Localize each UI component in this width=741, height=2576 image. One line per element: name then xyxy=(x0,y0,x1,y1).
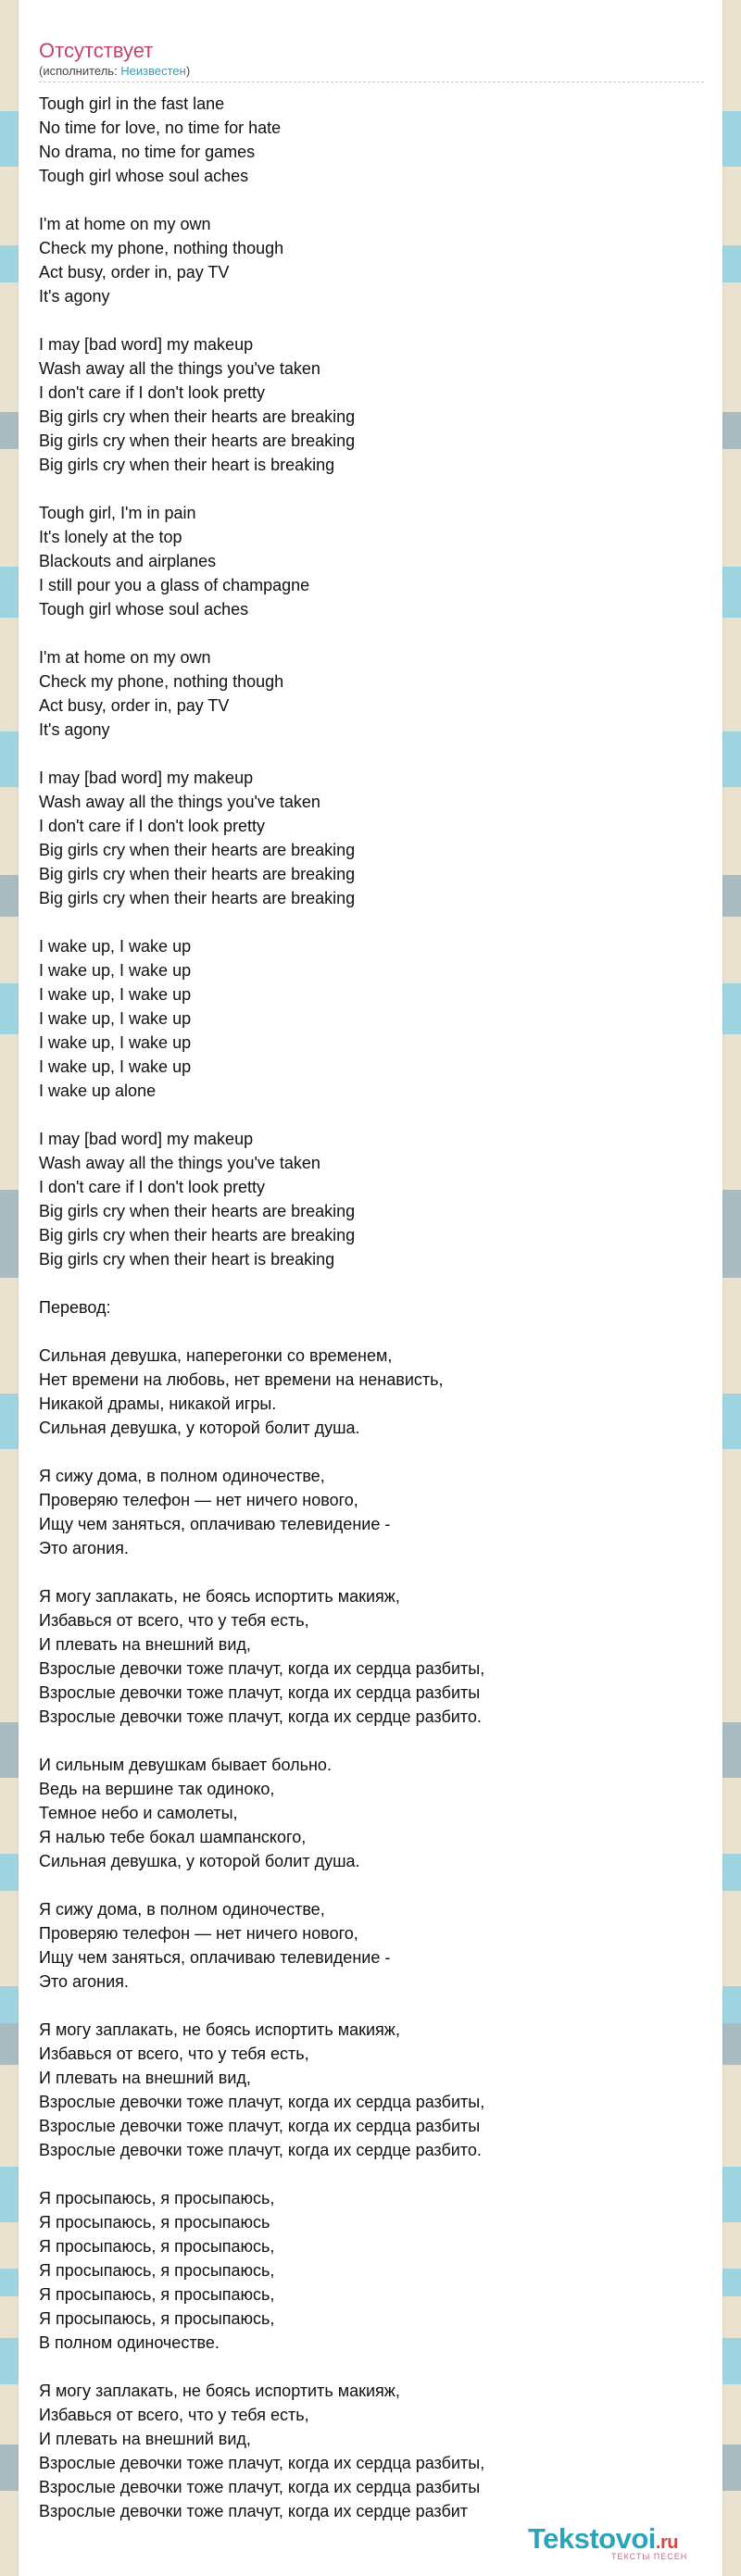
lyric-line: Проверяю телефон — нет ничего нового, xyxy=(39,1924,358,1943)
lyric-line: Blackouts and airplanes xyxy=(39,552,217,570)
lyric-line: No time for love, no time for hate xyxy=(39,119,282,137)
lyric-line: Взрослые девочки тоже плачут, когда их сердца разбиты, xyxy=(39,1659,485,1678)
lyric-line: Сильная девушка, наперегонки со временем, xyxy=(39,1346,393,1365)
stanza-gap xyxy=(39,1729,706,1753)
lyric-line: It's agony xyxy=(39,720,110,739)
song-content xyxy=(39,39,706,2523)
lyric-line: Tough girl in the fast lane xyxy=(39,94,225,113)
lyric-line: Tough girl whose soul aches xyxy=(39,167,249,185)
lyric-line: Я просыпаюсь, я просыпаюсь, xyxy=(39,2189,275,2207)
song-title: Отсутствует xyxy=(39,39,154,62)
lyric-line: И плевать на внешний вид, xyxy=(39,2430,251,2448)
lyric-line: No drama, no time for games xyxy=(39,143,256,161)
lyric-line: I'm at home on my own xyxy=(39,215,211,233)
lyric-line: Big girls cry when their hearts are breaking xyxy=(39,1202,356,1220)
lyric-line: И плевать на внешний вид, xyxy=(39,1635,251,1654)
lyric-line: Я сижу дома, в полном одиночестве, xyxy=(39,1467,325,1485)
lyric-line: Проверяю телефон — нет ничего нового, xyxy=(39,1491,358,1509)
lyric-line: Взрослые девочки тоже плачут, когда их сердца разбиты, xyxy=(39,2093,485,2111)
lyric-line: Я налью тебе бокал шампанского, xyxy=(39,1828,307,1846)
lyric-line: И плевать на внешний вид, xyxy=(39,2069,251,2087)
lyric-line: I wake up, I wake up xyxy=(39,961,192,980)
lyric-line: Wash away all the things you've taken xyxy=(39,359,320,378)
lyric-line: Нет времени на любовь, нет времени на ненависть, xyxy=(39,1370,444,1389)
stanza-gap xyxy=(39,1873,706,1897)
lyric-line: Взрослые девочки тоже плачут, когда их сердца разбиты xyxy=(39,2117,481,2135)
lyric-line: Взрослые девочки тоже плачут, когда их сердца разбиты, xyxy=(39,2454,485,2472)
lyric-line: Я сижу дома, в полном одиночестве, xyxy=(39,1900,325,1919)
stanza-gap xyxy=(39,1560,706,1584)
artist-prefix: (исполнитель: xyxy=(39,64,121,78)
lyric-line: Избавься от всего, что у тебя есть, xyxy=(39,1611,309,1630)
lyric-line: Ищу чем заняться, оплачиваю телевидение - xyxy=(39,1515,391,1533)
lyric-line: Избавься от всего, что у тебя есть, xyxy=(39,2045,309,2063)
stanza-gap xyxy=(39,1440,706,1464)
header-divider xyxy=(39,81,704,92)
lyric-line: I wake up, I wake up xyxy=(39,1033,192,1052)
stanza-gap xyxy=(39,1994,706,2018)
lyric-line: Act busy, order in, pay TV xyxy=(39,263,230,281)
lyric-line: Ищу чем заняться, оплачиваю телевидение - xyxy=(39,1948,391,1967)
lyric-line: Никакой драмы, никакой игры. xyxy=(39,1394,277,1413)
lyric-line: Взрослые девочки тоже плачут, когда их сердце разбит xyxy=(39,2502,469,2520)
stanza-gap xyxy=(39,1271,706,1295)
lyric-line: Это агония. xyxy=(39,1539,129,1557)
lyric-line: I may [bad word] my makeup xyxy=(39,769,254,787)
lyric-line: Я просыпаюсь, я просыпаюсь, xyxy=(39,2237,275,2256)
lyric-line: Big girls cry when their hearts are breaking xyxy=(39,431,356,450)
lyric-line: Ведь на вершине так одиноко, xyxy=(39,1780,275,1798)
stanza-gap xyxy=(39,1103,706,1127)
lyric-line: Темное небо и самолеты, xyxy=(39,1804,238,1822)
lyric-line: Big girls cry when their heart is breaking xyxy=(39,456,335,474)
lyrics-text xyxy=(39,92,706,2523)
lyric-line: Big girls cry when their hearts are breaking xyxy=(39,889,356,907)
lyric-line: I may [bad word] my makeup xyxy=(39,335,254,354)
lyric-line: I'm at home on my own xyxy=(39,648,211,667)
lyric-line: I don't care if I don't look pretty xyxy=(39,383,266,402)
artist-link[interactable]: Неизвестен xyxy=(120,64,186,78)
lyric-line: It's lonely at the top xyxy=(39,528,182,546)
logo-tagline: ТЕКСТЫ ПЕСЕН xyxy=(611,2552,688,2561)
lyric-line: I may [bad word] my makeup xyxy=(39,1130,254,1148)
lyric-line: Я могу заплакать, не боясь испортить макияж, xyxy=(39,2020,400,2039)
stanza-gap xyxy=(39,477,706,501)
stanza-gap xyxy=(39,2355,706,2379)
lyric-line: Я просыпаюсь, я просыпаюсь, xyxy=(39,2285,275,2304)
lyric-line: И сильным девушкам бывает больно. xyxy=(39,1756,332,1774)
lyric-line: Взрослые девочки тоже плачут, когда их сердце разбито. xyxy=(39,2141,482,2159)
lyric-line: Big girls cry when their hearts are breaking xyxy=(39,407,356,426)
stanza-gap xyxy=(39,188,706,212)
lyric-line: I wake up, I wake up xyxy=(39,1057,192,1076)
lyric-line: Я просыпаюсь, я просыпаюсь, xyxy=(39,2261,275,2280)
lyric-line: Wash away all the things you've taken xyxy=(39,793,320,811)
lyric-line: Wash away all the things you've taken xyxy=(39,1154,320,1172)
lyric-line: Check my phone, nothing though xyxy=(39,672,284,691)
stanza-gap xyxy=(39,621,706,645)
stanza-gap xyxy=(39,910,706,934)
lyric-line: Это агония. xyxy=(39,1972,129,1991)
lyric-line: Check my phone, nothing though xyxy=(39,239,284,257)
lyric-line: Избавься от всего, что у тебя есть, xyxy=(39,2406,309,2424)
lyric-line: Я могу заплакать, не боясь испортить макияж, xyxy=(39,1587,400,1606)
page-sheet xyxy=(19,0,722,2576)
lyric-line: Перевод: xyxy=(39,1298,111,1317)
lyric-line: Tough girl, I'm in pain xyxy=(39,504,196,522)
lyric-line: Сильная девушка, у которой болит душа. xyxy=(39,1852,360,1870)
stanza-gap xyxy=(39,2162,706,2186)
lyric-line: I wake up alone xyxy=(39,1082,157,1100)
lyric-line: I don't care if I don't look pretty xyxy=(39,1178,266,1196)
lyric-line: Взрослые девочки тоже плачут, когда их сердца разбиты xyxy=(39,2478,481,2496)
lyric-line: It's agony xyxy=(39,287,110,306)
lyric-line: Взрослые девочки тоже плачут, когда их сердце разбито. xyxy=(39,1707,482,1726)
logo-brand-tld: .ru xyxy=(655,2532,678,2553)
lyric-line: Tough girl whose soul aches xyxy=(39,600,249,619)
stanza-gap xyxy=(39,742,706,766)
lyric-line: I still pour you a glass of champagne xyxy=(39,576,310,594)
stanza-gap xyxy=(39,1319,706,1344)
artist-suffix: ) xyxy=(185,64,191,78)
lyric-line: I wake up, I wake up xyxy=(39,1009,192,1028)
lyric-line: Big girls cry when their hearts are breaking xyxy=(39,841,356,859)
lyric-line: Я просыпаюсь, я просыпаюсь, xyxy=(39,2309,275,2328)
lyric-line: I wake up, I wake up xyxy=(39,985,192,1004)
logo-brand-main: Tekstovoi xyxy=(528,2522,656,2555)
lyric-line: I wake up, I wake up xyxy=(39,937,192,956)
lyric-line: I don't care if I don't look pretty xyxy=(39,817,266,835)
lyric-line: Я просыпаюсь, я просыпаюсь xyxy=(39,2213,270,2232)
lyric-line: В полном одиночестве. xyxy=(39,2333,220,2352)
stanza-gap xyxy=(39,308,706,332)
lyric-line: Big girls cry when their hearts are breaking xyxy=(39,865,356,883)
artist-line xyxy=(39,63,706,81)
lyric-line: Я могу заплакать, не боясь испортить макияж, xyxy=(39,2382,400,2400)
lyric-line: Big girls cry when their heart is breaking xyxy=(39,1250,335,1269)
site-logo[interactable] xyxy=(528,2522,688,2561)
lyric-line: Сильная девушка, у которой болит душа. xyxy=(39,1419,360,1437)
lyric-line: Act busy, order in, pay TV xyxy=(39,696,230,715)
lyric-line: Big girls cry when their hearts are breaking xyxy=(39,1226,356,1244)
lyric-line: Взрослые девочки тоже плачут, когда их сердца разбиты xyxy=(39,1683,481,1702)
